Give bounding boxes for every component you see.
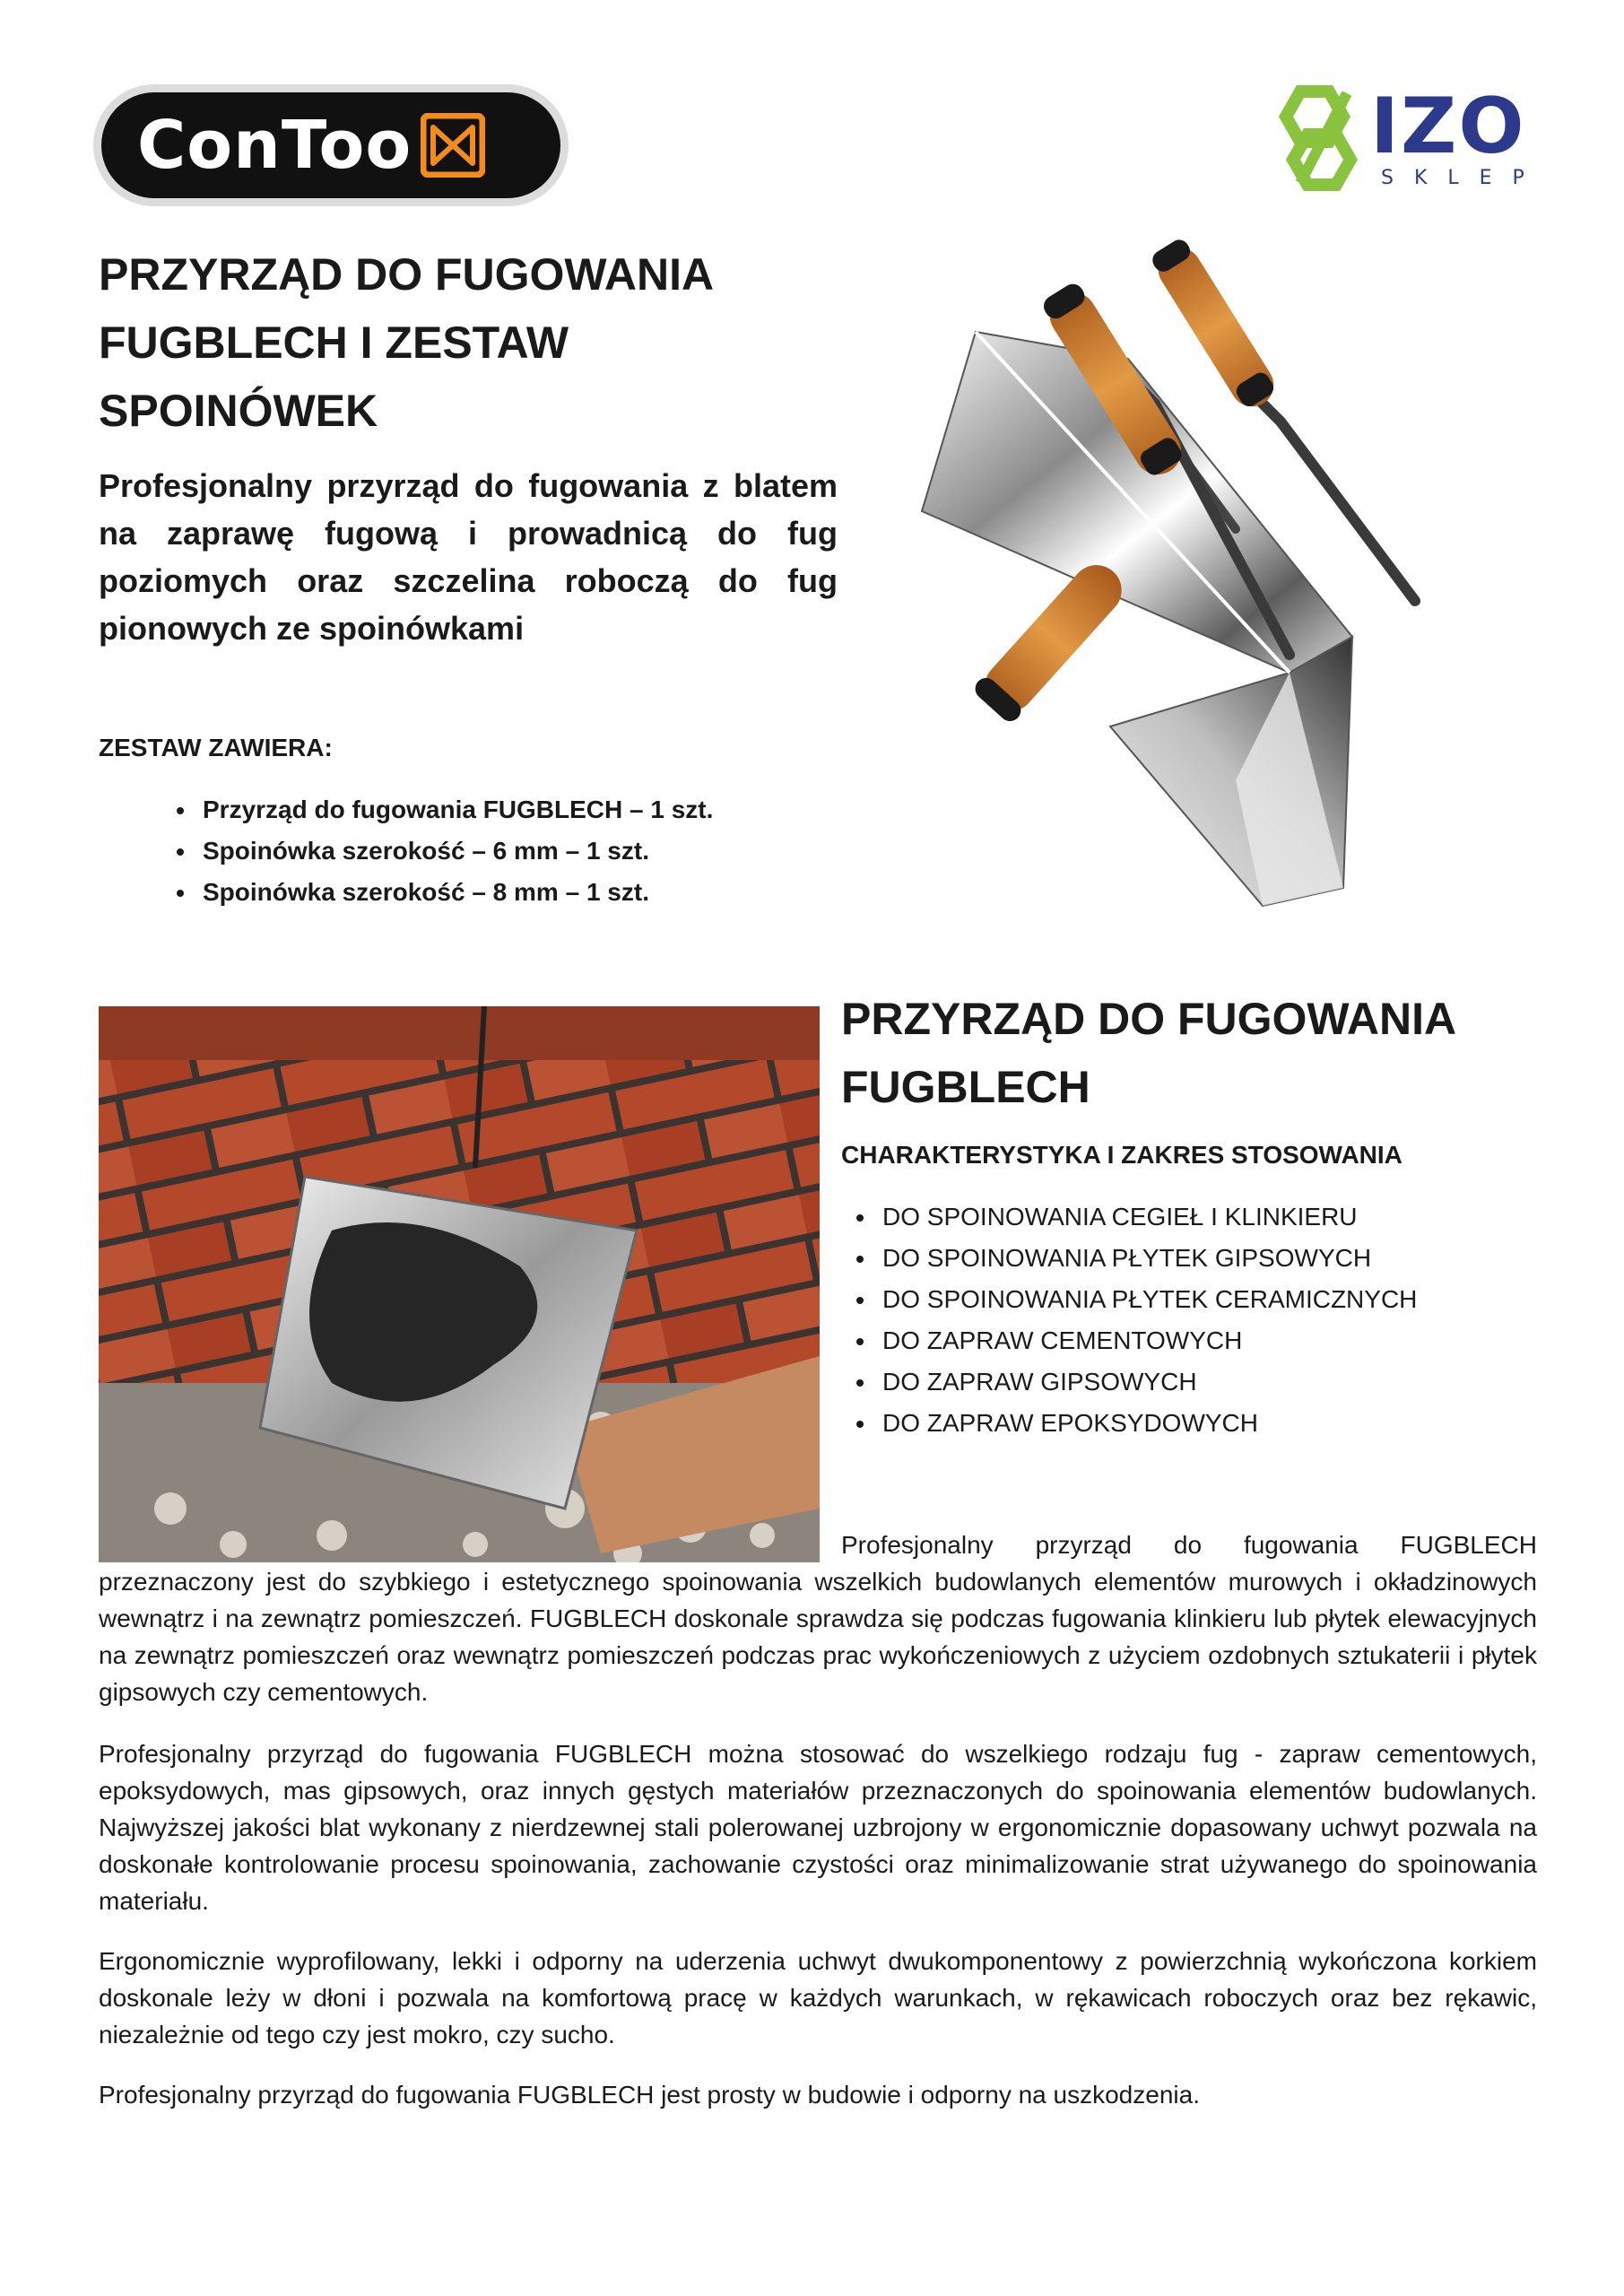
izo-logo-text: IZO: [1370, 82, 1526, 171]
characteristics-list: [841, 1196, 1417, 1444]
list-item: • Spoinówka szerokość – 8 mm – 1 szt.: [197, 872, 713, 913]
list-item: • DO SPOINOWANIA PŁYTEK GIPSOWYCH: [877, 1238, 1417, 1279]
set-heading: ZESTAW ZAWIERA:: [99, 734, 333, 761]
contoo-logo-text: ConToo: [137, 107, 413, 184]
sklep-logo-text: SKLEP: [1381, 167, 1545, 189]
characteristics-heading: CHARAKTERYSTYKA I ZAKRES STOSOWANIA: [841, 1141, 1403, 1169]
description-paragraph-1: przeznaczony jest do szybkiego i estetycznego spoinowania wszelkich budowlanych elementów murowych i okładzinowych wewnątrz i na zewnątrz pomieszczeń. FUGBLECH doskonale sprawdza się podczas fugowania klinkieru lub płytek elewacyjnych na zewnątrz pomieszczeń oraz wewnątrz pomieszczeń podczas prac wykończeniowych z użyciem ozdobnych sztukaterii i płytek gipsowych czy cementowych.: [99, 1568, 1537, 1706]
description-paragraph-1-start: Profesjonalny przyrząd do fugowania FUGBLECH: [841, 1531, 1537, 1559]
contoo-logo: [93, 84, 569, 206]
list-item: • DO SPOINOWANIA PŁYTEK CERAMICZNYCH: [877, 1279, 1417, 1320]
brick-wall-image: [99, 1006, 820, 1562]
description-paragraph-3: Ergonomicznie wyprofilowany, lekki i odporny na uderzenia uchwyt dwukomponentowy z powierzchnią wykończona korkiem doskonale leży w dłoni i pozwala na komfortową pracę w każdych warunkach, w rękawicach roboczych oraz bez rękawic, niezależnie od tego czy jest mokro, czy sucho.: [99, 1947, 1537, 2048]
description-paragraph-4: Profesjonalny przyrząd do fugowania FUGBLECH jest prosty w budowie i odporny na uszkodzenia.: [99, 2081, 1200, 2109]
list-item: • DO ZAPRAW EPOKSYDOWYCH: [877, 1403, 1417, 1444]
brick-wall-photo: [99, 1006, 820, 1562]
list-item: • Spoinówka szerokość – 6 mm – 1 szt.: [197, 831, 713, 872]
list-item: • Przyrząd do fugowania FUGBLECH – 1 szt.: [197, 789, 713, 831]
description-paragraph-2: Profesjonalny przyrząd do fugowania FUGBLECH można stosować do wszelkiego rodzaju fug - zapraw cementowych, epoksydowych, mas gipsowych, oraz innych gęstych materiałów przeznaczonych do spoinowania elementów budowlanych. Najwyższej jakości blat wykonany z nierdzewnej stali polerowanej uzbrojony w ergonomicznie dopasowany uchwyt pozwala na doskonałe kontrolowanie procesu spoinowania, zachowanie czystości oraz minimalizowanie strat używanego do spoinowania materiału.: [99, 1740, 1537, 1915]
section-title: PRZYRZĄD DO FUGOWANIA FUGBLECH: [841, 994, 1455, 1112]
set-list: [143, 789, 713, 913]
izo-hexagon-icon: [1273, 84, 1372, 192]
list-item: • DO ZAPRAW GIPSOWYCH: [877, 1361, 1417, 1403]
izo-sklep-logo: [1273, 82, 1545, 192]
list-item: • DO SPOINOWANIA CEGIEŁ I KLINKIERU: [877, 1196, 1417, 1238]
page-subtitle: Profesjonalny przyrząd do fugowania z blatem na zaprawę fugową i prowadnicą do fug poziomych oraz szczelina roboczą do fug pionowych ze spoinówkami: [99, 467, 838, 647]
product-photo: [859, 224, 1541, 924]
contoo-bowtie-icon: [421, 113, 485, 178]
page-title: PRZYRZĄD DO FUGOWANIA FUGBLECH I ZESTAW SPOINÓWEK: [99, 249, 713, 436]
list-item: • DO ZAPRAW CEMENTOWYCH: [877, 1320, 1417, 1361]
